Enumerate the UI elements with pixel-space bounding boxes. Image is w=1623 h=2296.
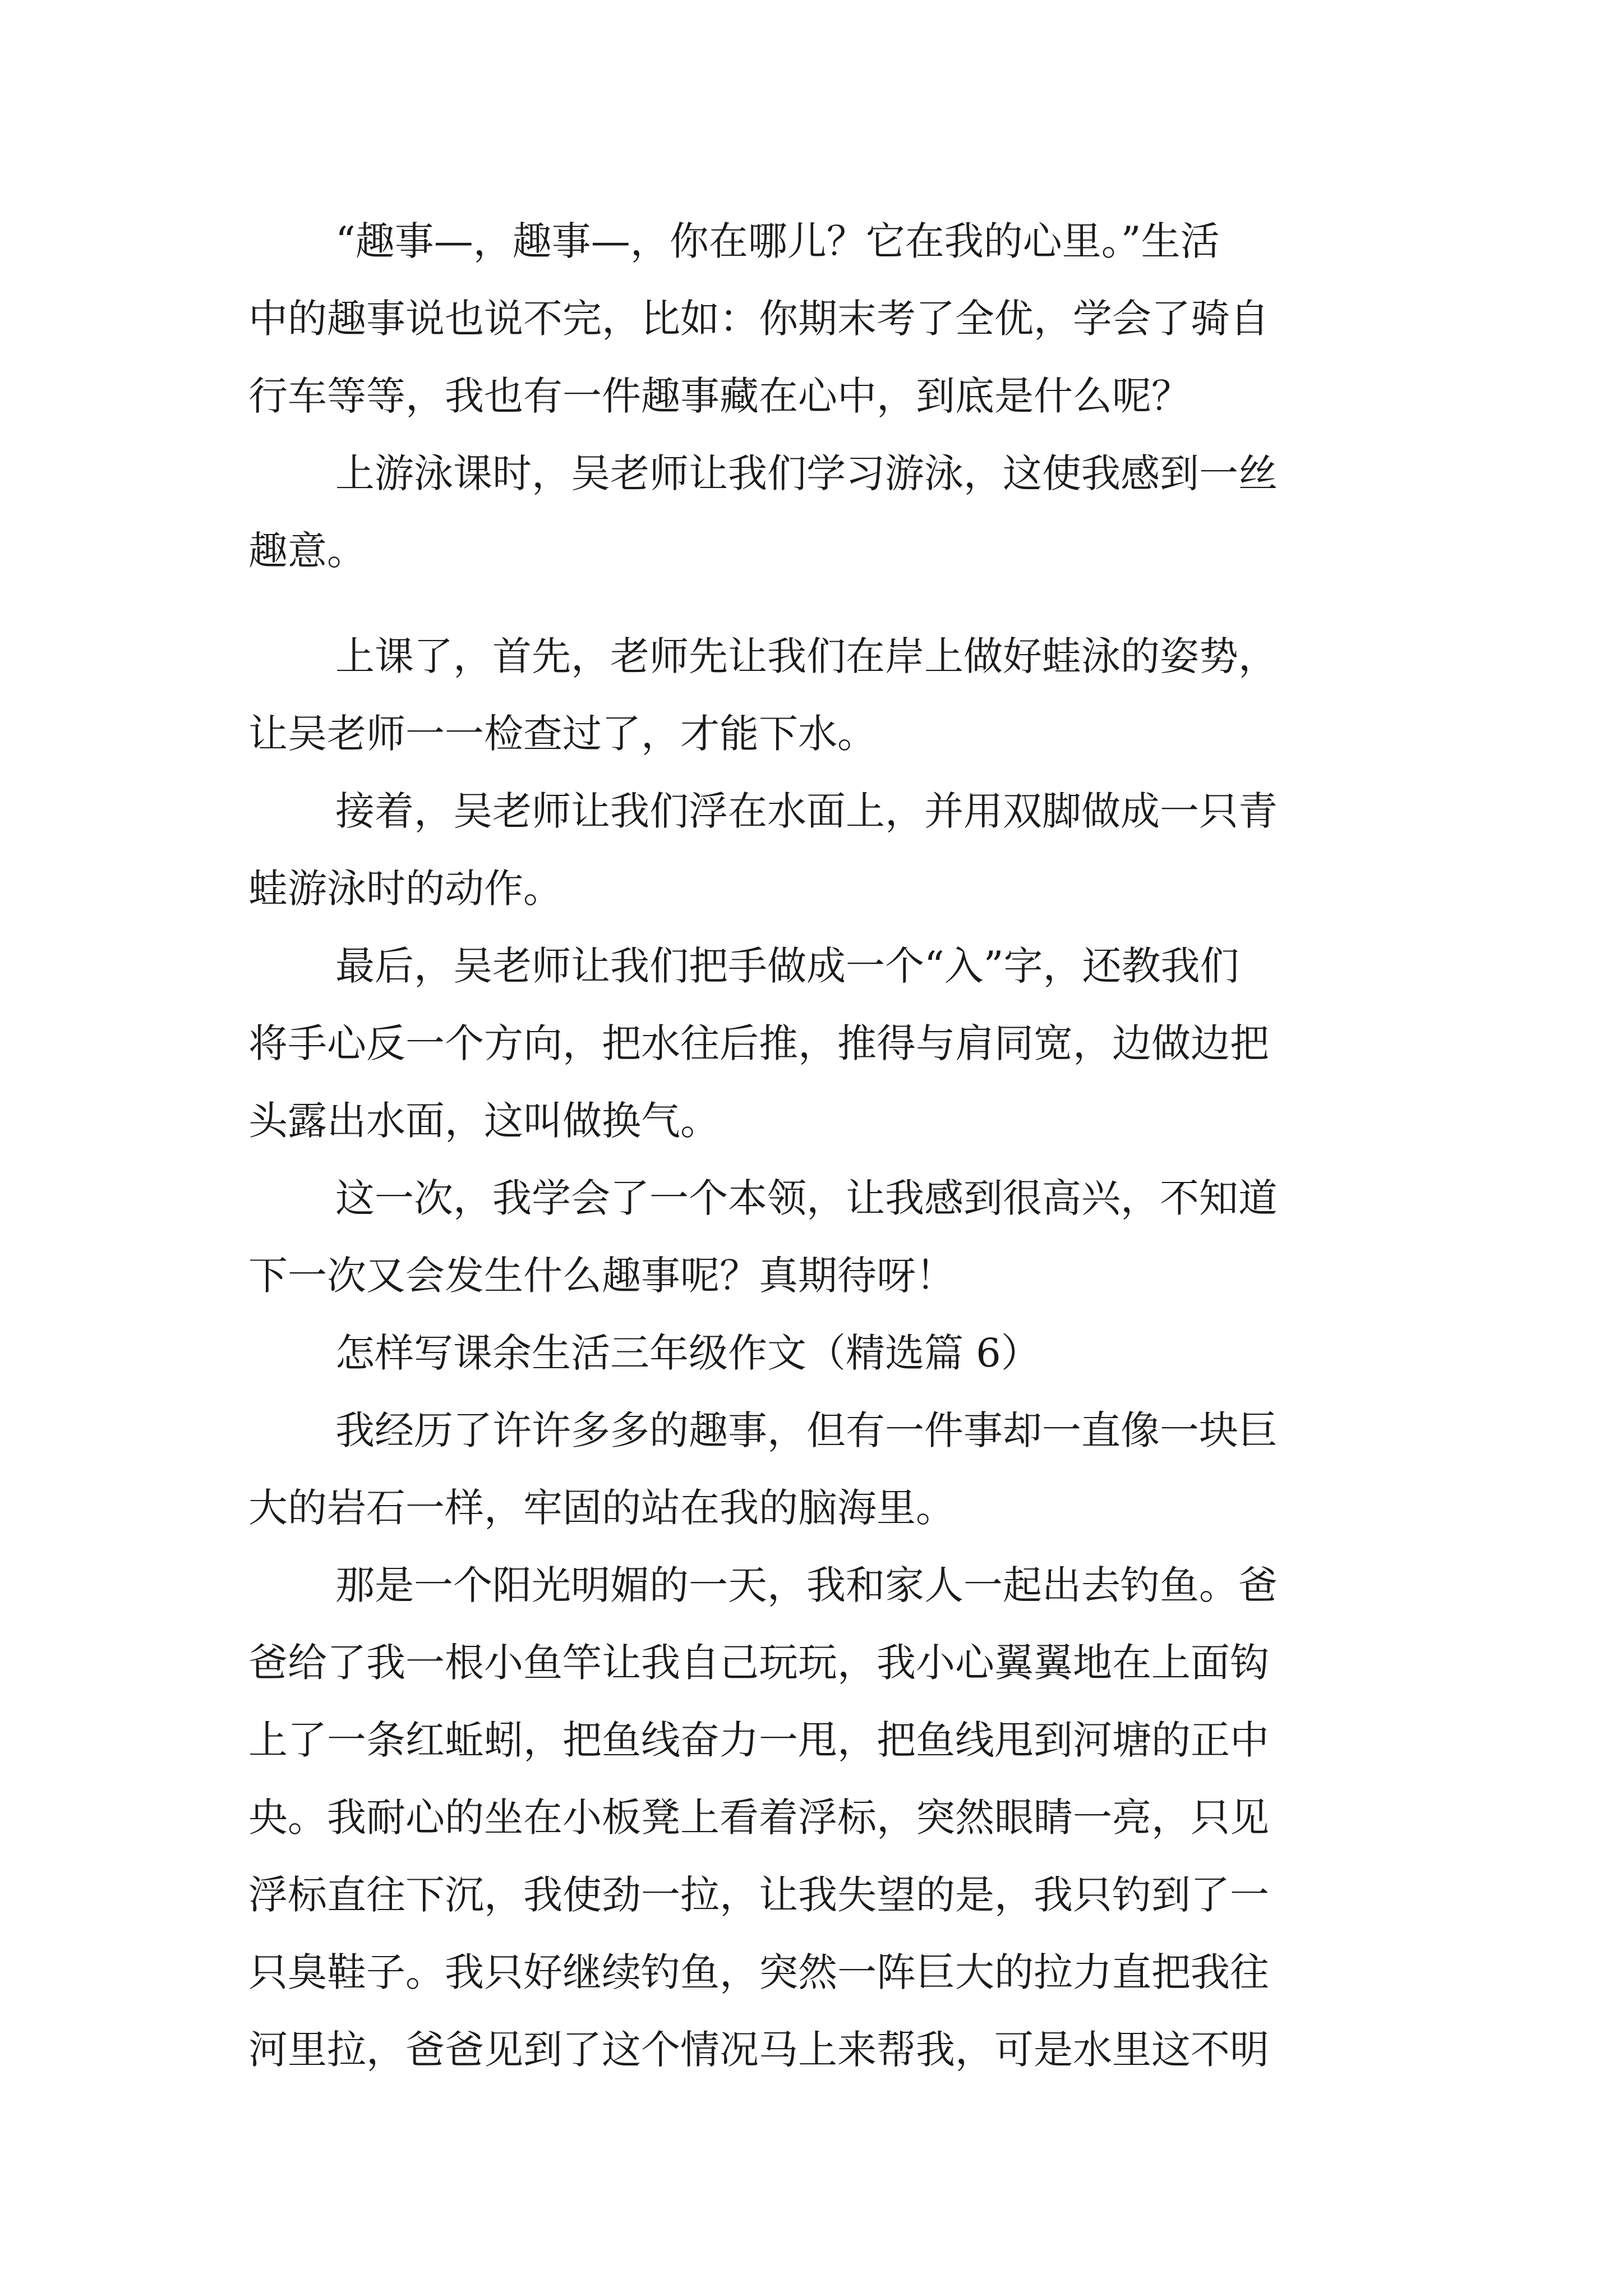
text-line: 上了一条红蚯蚓，把鱼线奋力一甩，把鱼线甩到河塘的正中 <box>248 1717 1269 1763</box>
section-heading: 怎样写课余生活三年级作文（精选篇 6） <box>335 1330 1040 1376</box>
text-line: 行车等等，我也有一件趣事藏在心中，到底是什么呢？ <box>248 373 1191 419</box>
text-line: 只臭鞋子。我只好继续钓鱼，突然一阵巨大的拉力直把我往 <box>248 1949 1269 1995</box>
text-line: 上课了，首先，老师先让我们在岸上做好蛙泳的姿势， <box>335 633 1278 679</box>
text-line: 蛙游泳时的动作。 <box>248 866 562 912</box>
text-line: 趣意。 <box>248 528 366 574</box>
text-line: 接着，吴老师让我们浮在水面上，并用双脚做成一只青 <box>335 788 1278 834</box>
text-line: 大的岩石一样，牢固的站在我的脑海里。 <box>248 1485 955 1531</box>
text-line: 头露出水面，这叫做换气。 <box>248 1098 720 1144</box>
text-line: 那是一个阳光明媚的一天，我和家人一起出去钓鱼。爸 <box>335 1562 1278 1608</box>
text-line: 央。我耐心的坐在小板凳上看着浮标，突然眼睛一亮，只见 <box>248 1795 1269 1841</box>
text-line: 浮标直往下沉，我使劲一拉，让我失望的是，我只钓到了一 <box>248 1872 1269 1918</box>
text-line: 中的趣事说也说不完，比如：你期末考了全优，学会了骑自 <box>248 296 1269 342</box>
text-line: 这一次，我学会了一个本领，让我感到很高兴，不知道 <box>335 1175 1278 1221</box>
text-line: 我经历了许许多多的趣事，但有一件事却一直像一块巨 <box>335 1407 1278 1453</box>
text-line: “趣事—，趣事—，你在哪儿？它在我的心里。”生活 <box>335 218 1220 264</box>
text-line: 最后，吴老师让我们把手做成一个“入”字，还教我们 <box>335 943 1239 989</box>
text-line: 下一次又会发生什么趣事呢？真期待呀！ <box>248 1253 955 1299</box>
text-line: 将手心反一个方向，把水往后推，推得与肩同宽，边做边把 <box>248 1020 1269 1066</box>
text-line: 让吴老师一一检查过了，才能下水。 <box>248 711 877 757</box>
text-line: 上游泳课时，吴老师让我们学习游泳，这使我感到一丝 <box>335 450 1278 496</box>
text-line: 爸给了我一根小鱼竿让我自己玩玩，我小心翼翼地在上面钩 <box>248 1640 1269 1686</box>
text-line: 河里拉，爸爸见到了这个情况马上来帮我，可是水里这不明 <box>248 2027 1269 2073</box>
